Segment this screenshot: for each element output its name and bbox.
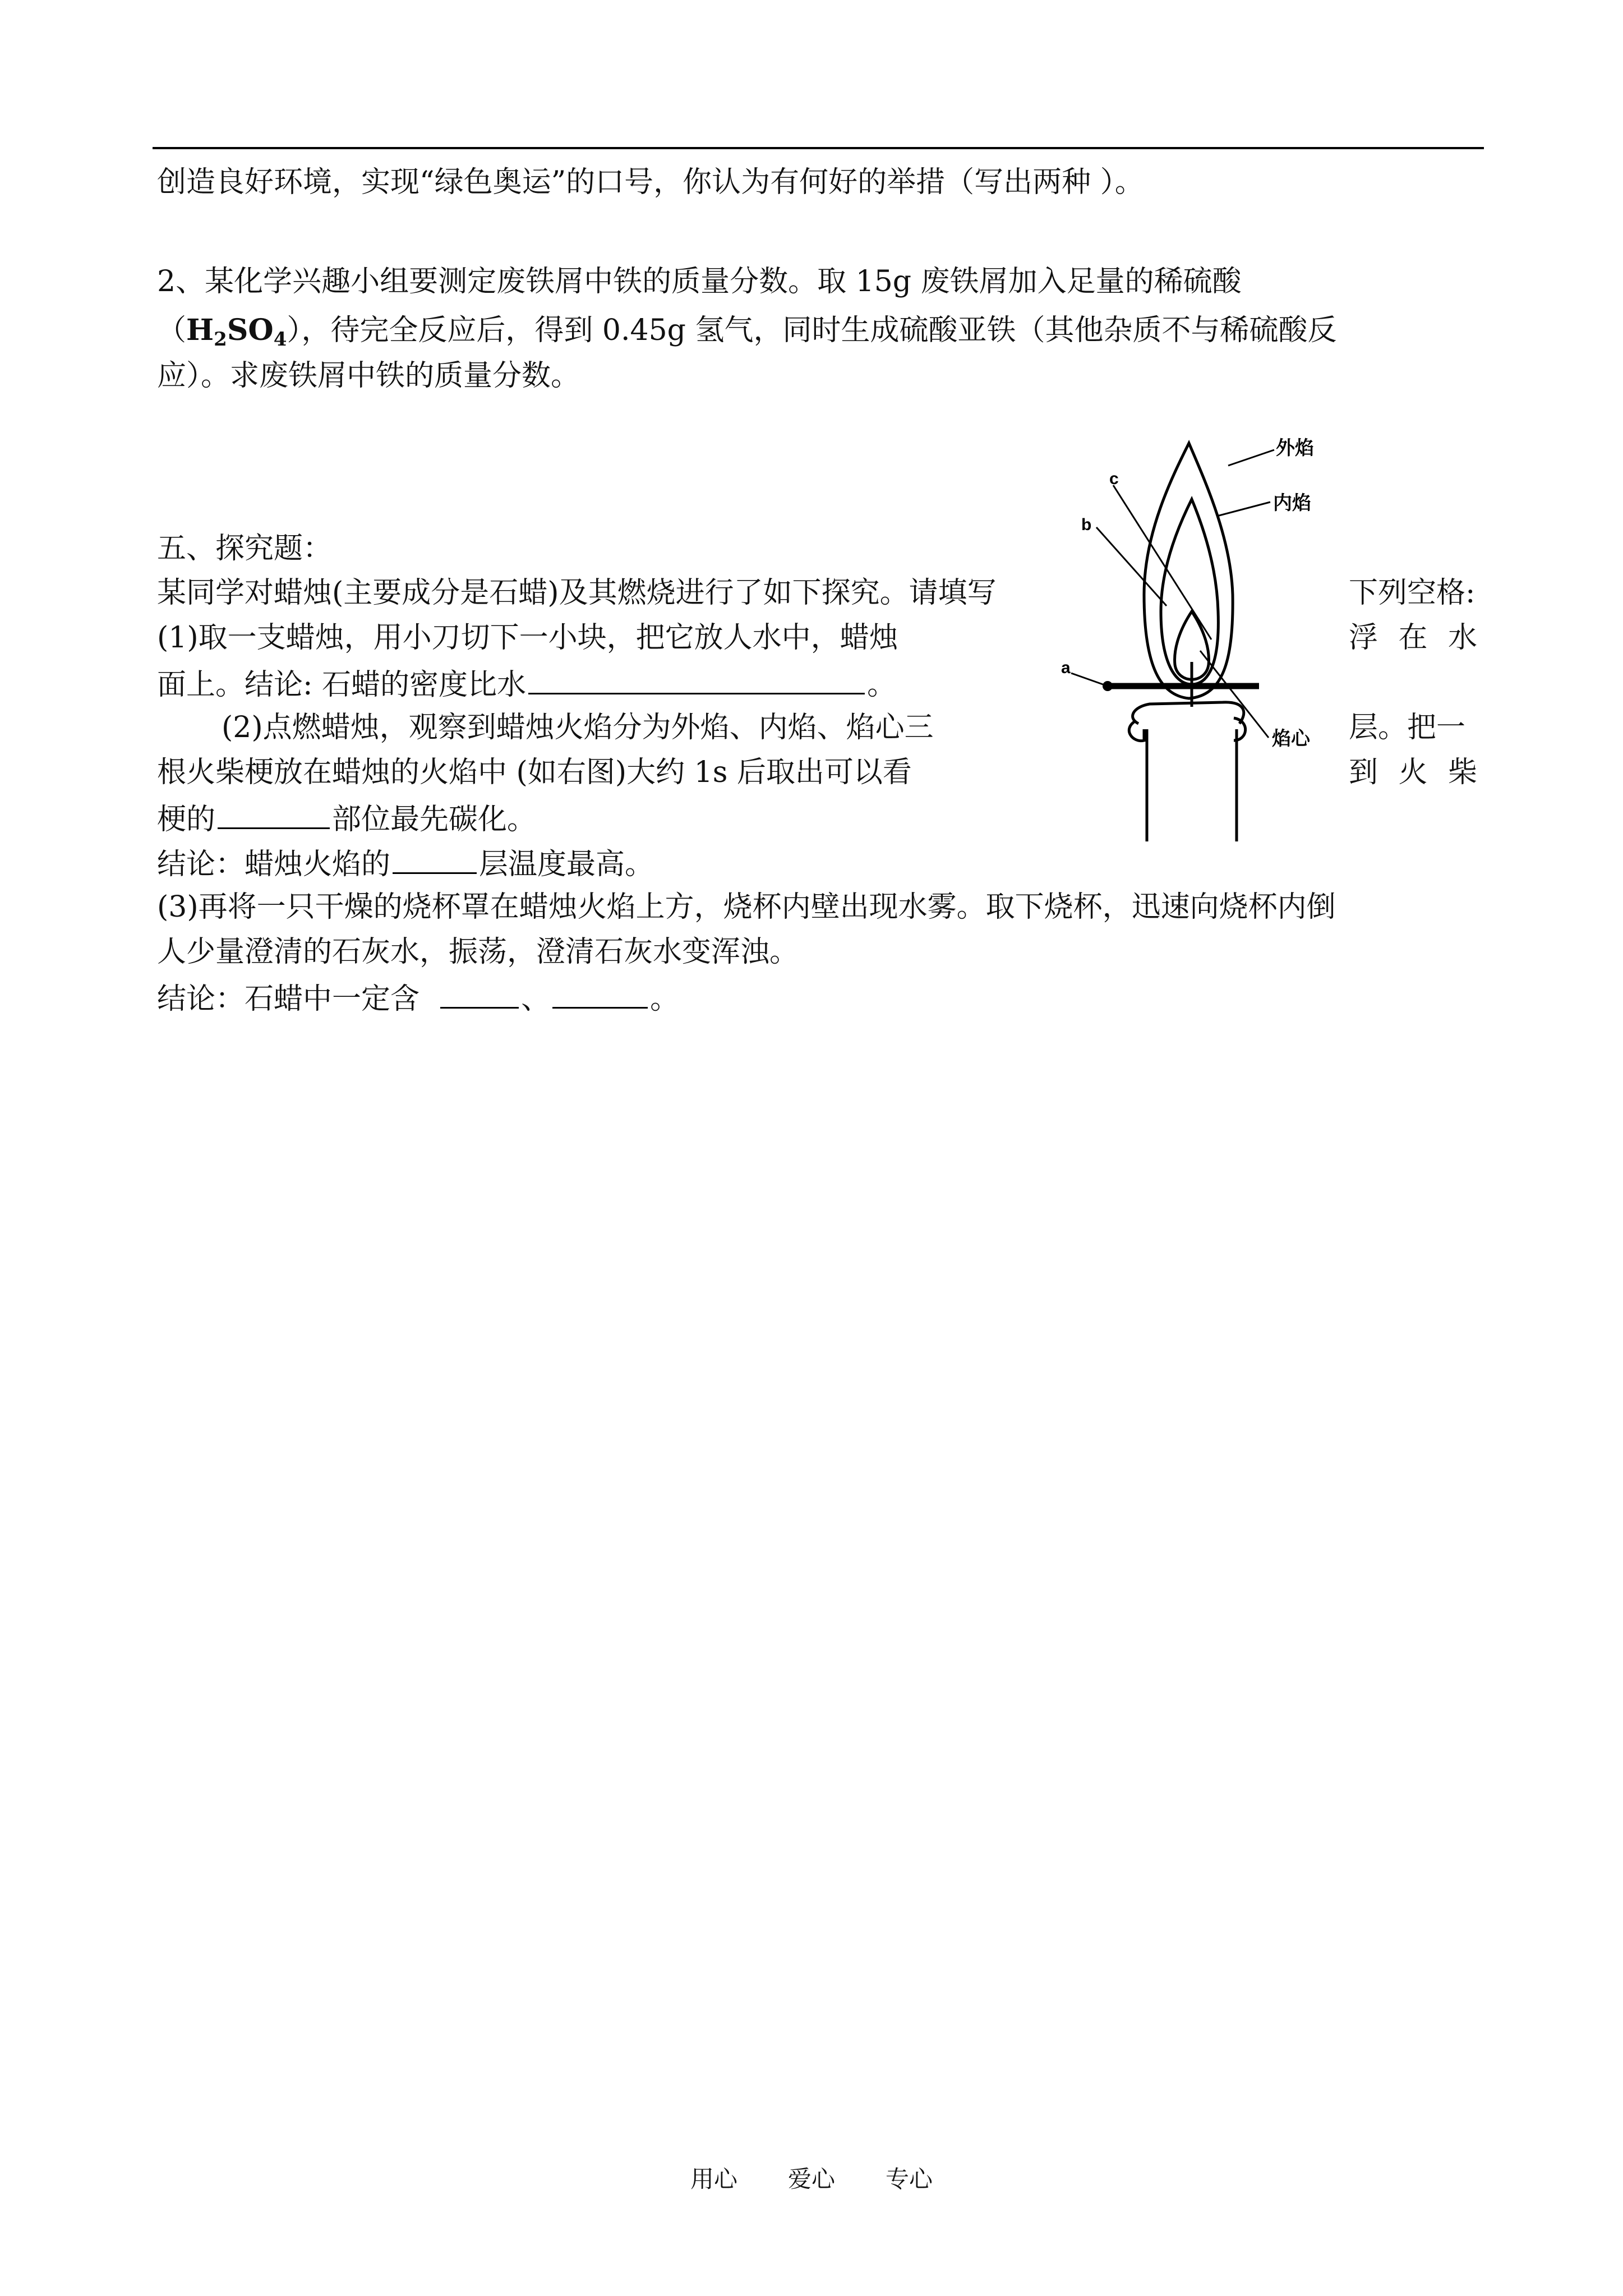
section5-heading: 五、探究题：	[157, 532, 333, 565]
answer-blank-density[interactable]	[528, 660, 865, 694]
footer-item-1: 用心	[690, 2165, 737, 2193]
s5-p2-line3: 梗的 部位最先碳化。	[157, 795, 536, 842]
formula-h2so4: $H_2SO_4$	[186, 313, 287, 351]
q2-line1: 2、某化学兴趣小组要测定废铁屑中铁的质量分数。取 15g 废铁屑加入足量的稀硫酸	[157, 265, 1242, 298]
label-c: c	[1109, 470, 1119, 488]
label-flame-core: 焰心	[1272, 728, 1310, 749]
s5-p2-right: 层。把一	[1349, 711, 1466, 744]
answer-blank-part[interactable]	[218, 795, 330, 829]
answer-blank-element2[interactable]	[552, 974, 648, 1009]
s5-p2-line2-right: 到 火 柴	[1349, 756, 1483, 789]
q2-line3: 应）。求废铁屑中铁的质量分数。	[157, 359, 580, 393]
label-inner-flame: 内焰	[1273, 493, 1311, 514]
answer-blank-layer[interactable]	[393, 840, 477, 874]
s5-intro-right: 下列空格:	[1349, 576, 1476, 610]
answer-blank-element1[interactable]	[440, 974, 519, 1009]
s5-p1-left: (1)取一支蜡烛，用小刀切下一小块，把它放人水中，蜡烛	[157, 621, 898, 655]
footer-item-2: 爱心	[787, 2165, 835, 2193]
s5-conclusion2: 结论：蜡烛火焰的 层温度最高。	[157, 840, 654, 887]
s5-p1-right: 浮 在 水	[1349, 621, 1483, 655]
footer-item-3: 专心	[886, 2165, 933, 2193]
candle-flame-figure	[1054, 426, 1481, 853]
page-footer	[0, 2162, 1623, 2196]
q2-line2: $(H_2SO_4)$，待完全反应后，得到 0.45g 氢气，同时生成硫酸亚铁（其他杂质不与稀硫酸反	[157, 313, 1337, 351]
s5-p1-line2: 面上。结论: 石蜡的密度比水 。	[157, 660, 896, 707]
s5-p2-line2: 根火柴梗放在蜡烛的火焰中 (如右图)大约 1s 后取出可以看	[157, 756, 912, 789]
q1-tail-text: 创造良好环境，实现“绿色奥运”的口号，你认为有何好的举措（写出两种 ）。	[157, 165, 1144, 199]
s5-conclusion3: 结论：石蜡中一定含 、 。	[157, 974, 679, 1022]
s5-p3-line1: (3)再将一只干燥的烧杯罩在蜡烛火焰上方，烧杯内壁出现水雾。取下烧杯，迅速向烧杯内倒	[157, 890, 1336, 924]
label-a: a	[1061, 659, 1071, 677]
label-b: b	[1081, 516, 1092, 534]
s5-intro-left: 某同学对蜡烛(主要成分是石蜡)及其燃烧进行了如下探究。请填写	[157, 576, 997, 610]
s5-p2-left: (2)点燃蜡烛，观察到蜡烛火焰分为外焰、内焰、焰心三	[222, 711, 934, 744]
top-rule	[153, 147, 1484, 149]
s5-p3-line2: 人少量澄清的石灰水，振荡，澄清石灰水变浑浊。	[157, 935, 799, 969]
label-outer-flame: 外焰	[1276, 438, 1314, 459]
